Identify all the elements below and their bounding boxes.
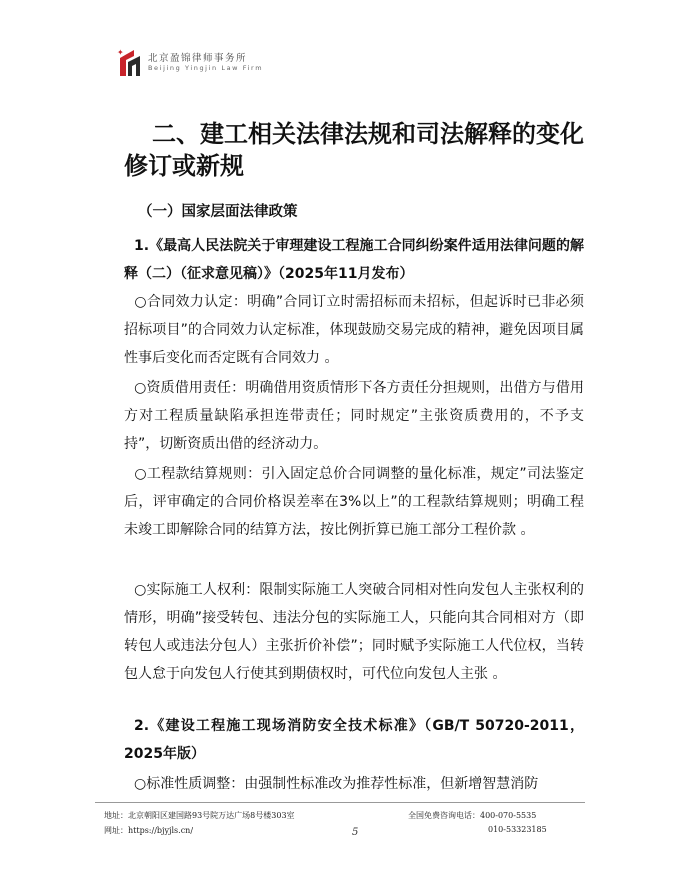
firm-name-cn: 北京盈锦律师事务所 (148, 53, 248, 64)
firm-logo-icon (116, 46, 144, 78)
firm-logo (116, 44, 296, 80)
section-title: 二、建工相关法律法规和司法解释的变化修订或新规 (124, 120, 584, 180)
item-1-point-2: ○资质借用责任：明确借用资质情形下各方责任分担规则，出借方与借用方对工程质量缺陷承担连带责任；同时规定”主张资质费用的，不予支持”，切断资质出借的经济动力。 (124, 380, 584, 452)
footer-website: 网址：https://bjyjls.cn/ (104, 826, 194, 835)
sub-heading: （一）国家层面法律政策 (138, 204, 298, 220)
item-1-point-3: ○工程款结算规则：引入固定总价合同调整的量化标准，规定”司法鉴定后，评审确定的合同价格误差率在3%以上”的工程款结算规则；明确工程未竣工即解除合同的结算方法，按比例折算已施工部分工程价款 。 (124, 466, 584, 538)
page-number: 5 (352, 827, 359, 838)
firm-name-en: Beijing Yingjin Law Firm (148, 64, 264, 72)
footer-phone: 010-53323185 (488, 825, 547, 834)
item-1-title: 1.《最高人民法院关于审理建设工程施工合同纠纷案件适用法律问题的解释（二）（征求意见稿）》（2025年11月发布） (124, 238, 584, 282)
footer-divider (95, 802, 585, 803)
item-1-point-1: ○合同效力认定：明确”合同订立时需招标而未招标，但起诉时已非必须招标项目”的合同效力认定标准，体现鼓励交易完成的精神，避免因项目属性事后变化而否定既有合同效力 。 (124, 294, 584, 366)
item-2-title: 2.《建设工程施工现场消防安全技术标准》（GB/T 50720-2011，2025年版） (124, 718, 584, 762)
footer-address: 地址：北京朝阳区建国路93号院万达广场8号楼303室 (104, 811, 295, 820)
item-2-point-1: ○标准性质调整：由强制性标准改为推荐性标准，但新增智慧消防 (134, 776, 539, 792)
item-1-point-4: ○实际施工人权利：限制实际施工人突破合同相对性向发包人主张权利的情形，明确”接受转包、违法分包的实际施工人，只能向其合同相对方（即转包人或违法分包人）主张折价补偿”；同时赋予实际施工人代位权，当转包人怠于向发包人行使其到期债权时，可代位向发包人主张 。 (124, 582, 584, 682)
svg-text:✦: ✦ (117, 48, 124, 57)
footer-hotline: 全国免费咨询电话：400-070-5535 (408, 811, 537, 820)
